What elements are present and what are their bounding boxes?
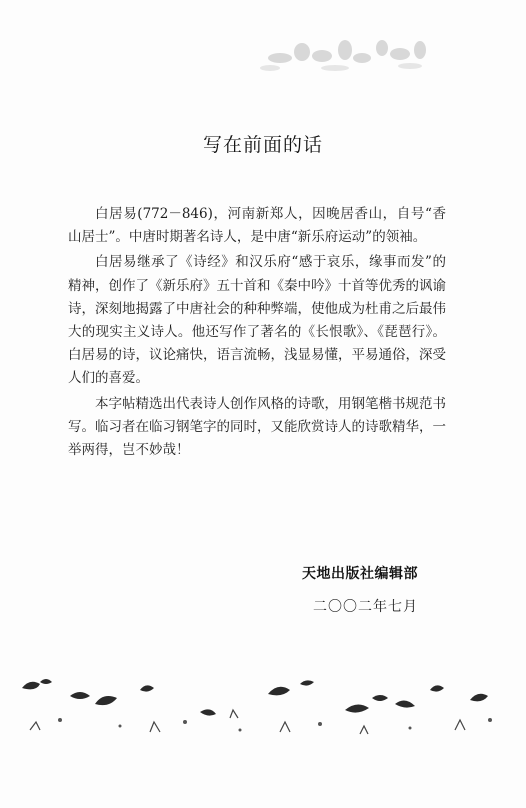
publish-date: 二〇〇二年七月	[313, 599, 418, 615]
page-title: 写在前面的话	[202, 134, 323, 156]
publisher-name: 天地出版社编辑部	[302, 566, 418, 582]
paragraph-works: 白居易继承了《诗经》和汉乐府“感于哀乐，缘事而发”的精神，创作了《新乐府》五十首和《秦中吟》十首等优秀的讽谕诗，深刻地揭露了中唐社会的种种弊端，使他成为杜甫之后最伟大的现实主义诗人。他还写作了著名的《长恨歌》、《琵琶行》。白居易的诗，议论痛快，语言流畅，浅显易懂，平易通俗，深受人们的喜爱。	[68, 254, 446, 387]
header-ink-decoration	[250, 28, 440, 78]
footer-ink-decoration	[0, 660, 526, 750]
paragraph-purpose: 本字帖精选出代表诗人创作风格的诗歌，用钢笔楷书规范书写。临习者在临习钢笔字的同时，又能欣赏诗人的诗歌精华，一举两得，岂不妙哉！	[68, 395, 446, 459]
body-text	[68, 203, 446, 464]
signature-block	[302, 563, 418, 616]
paragraph-intro: 白居易(772－846)，河南新郑人，因晚居香山，自号“香山居士”。中唐时期著名诗人，是中唐“新乐府运动”的领袖。	[68, 206, 446, 246]
